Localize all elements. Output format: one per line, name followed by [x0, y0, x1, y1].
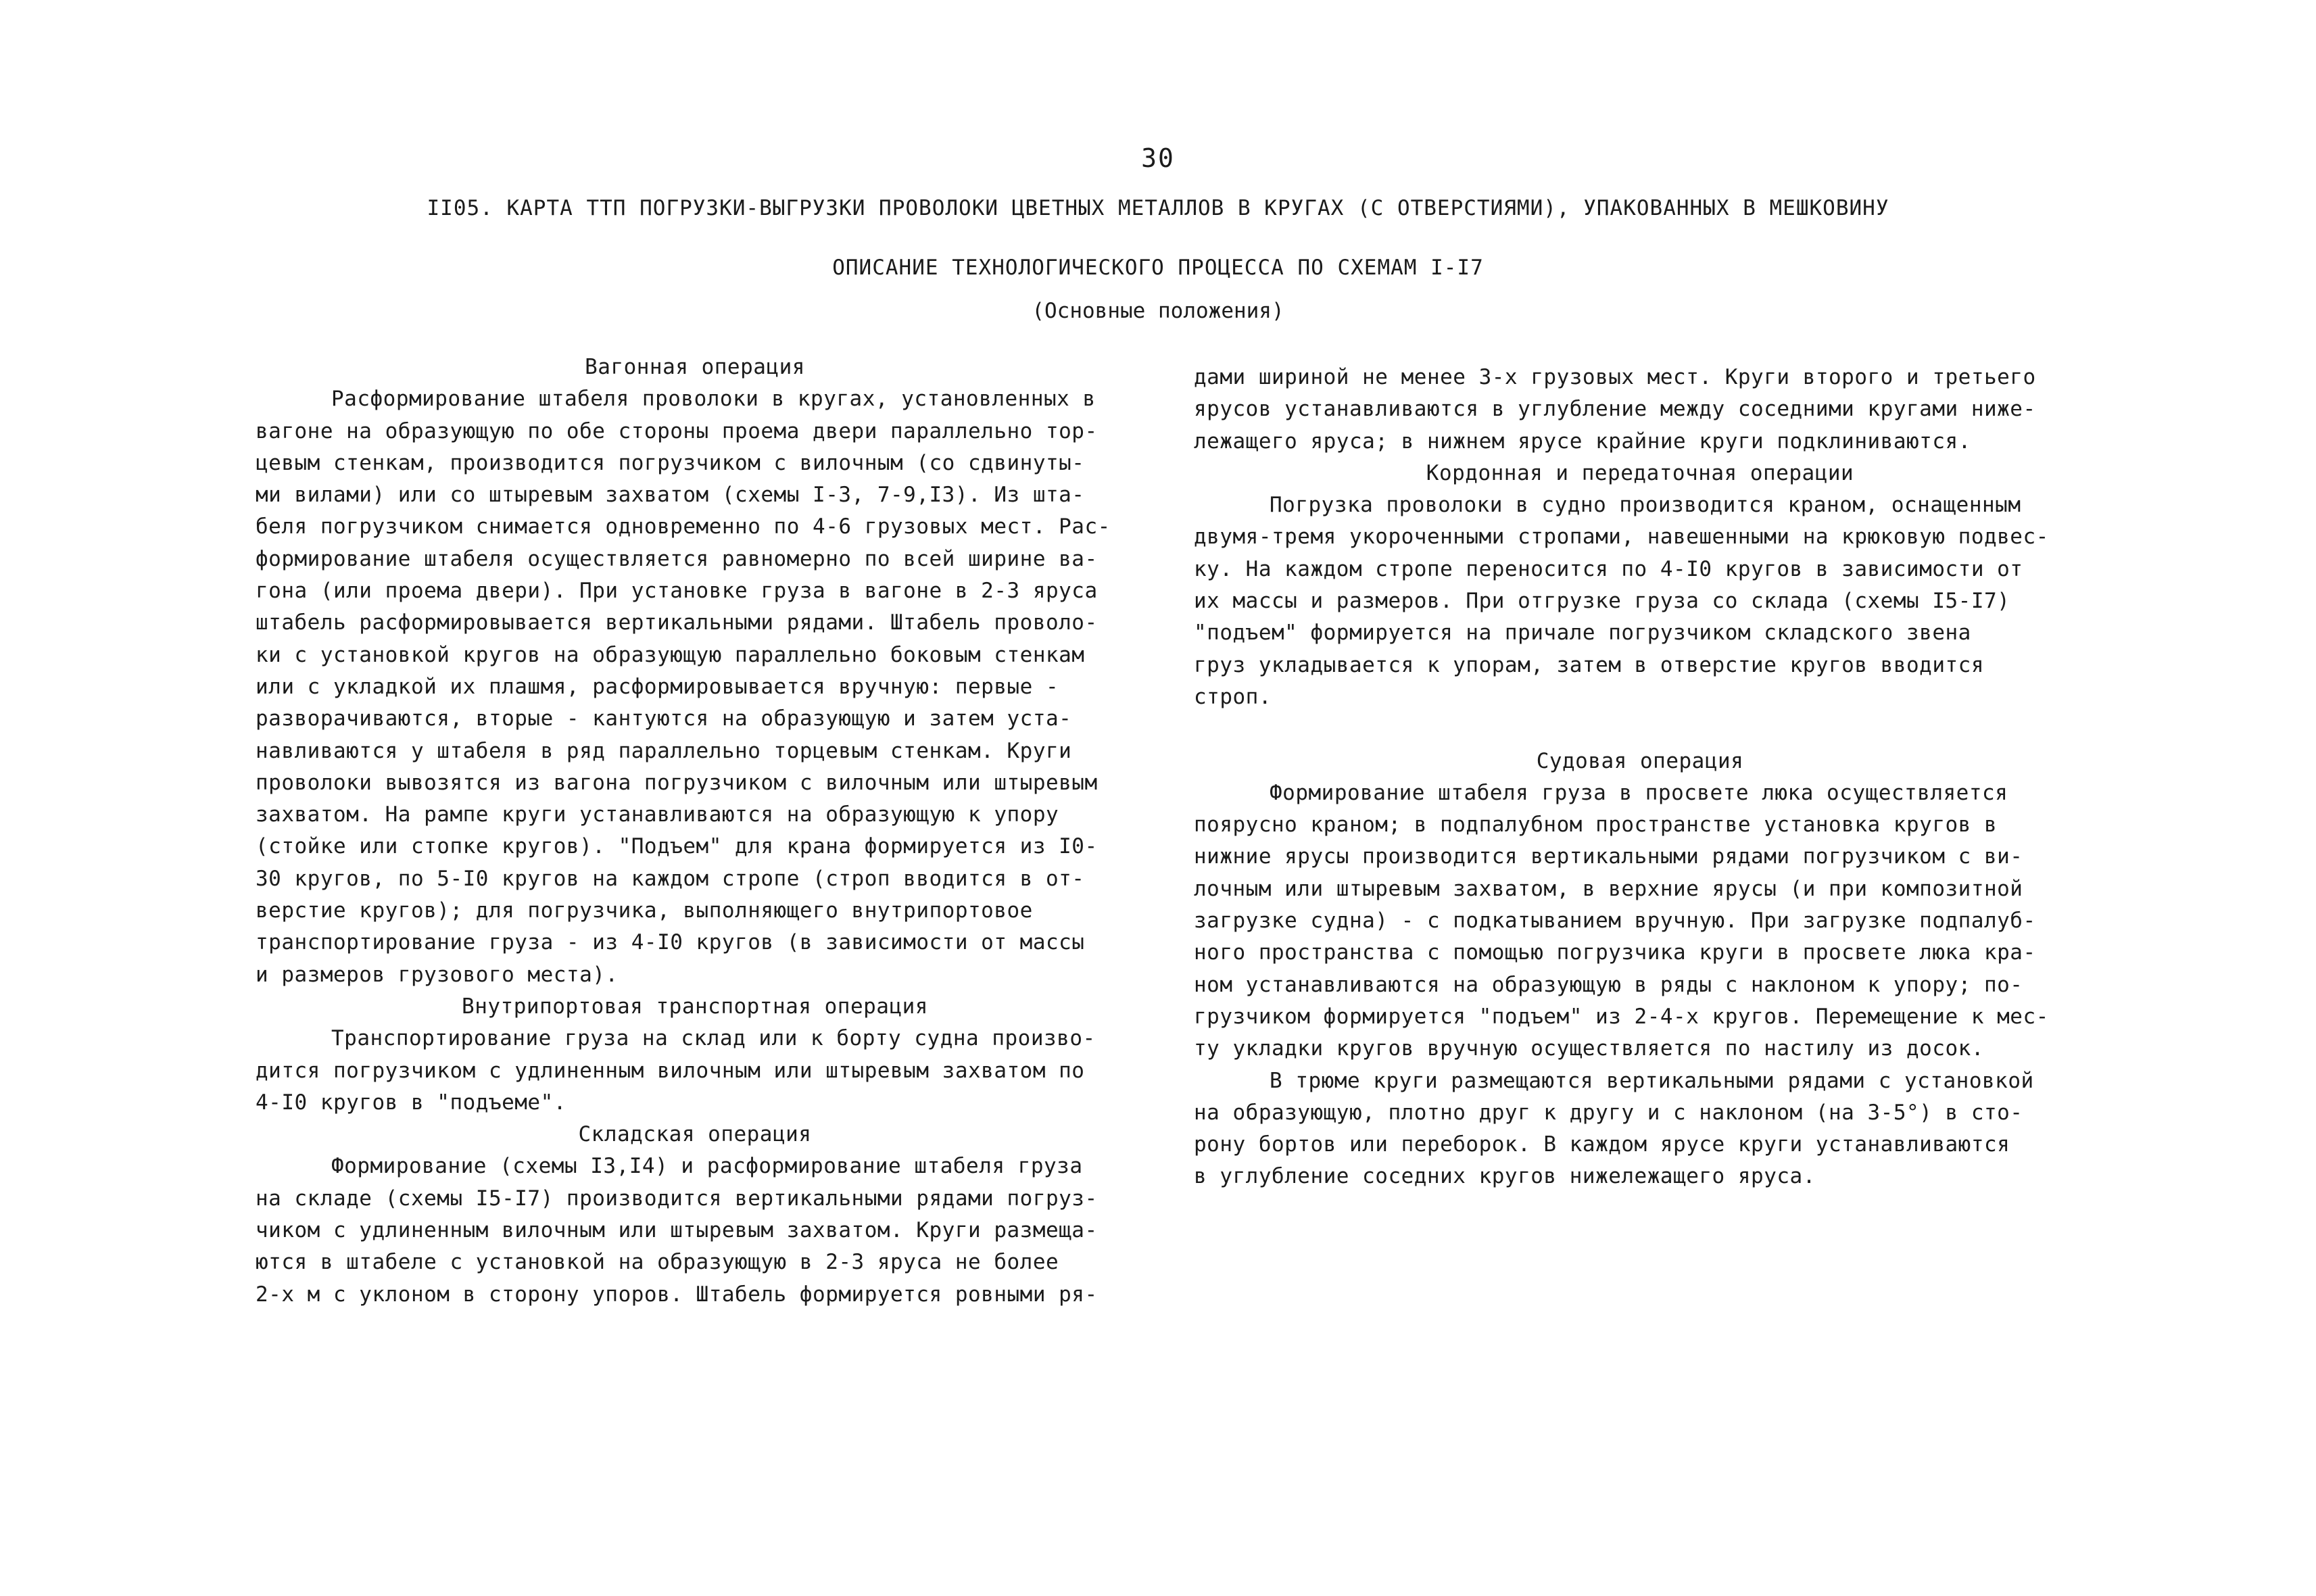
blank-line — [1194, 713, 2086, 745]
paragraph-line: формирование штабеля осуществляется равномерно по всей ширине ва- — [256, 546, 1098, 571]
paragraph-line: дами шириной не менее 3-х грузовых мест. Круги второго и третьего — [1194, 365, 2036, 389]
paragraph-line: загрузке судна) - с подкатыванием вручную. При загрузке подпалуб- — [1194, 909, 2036, 934]
paragraph-line: штабель расформировывается вертикальными рядами. Штабель проволо- — [256, 610, 1098, 635]
paragraph-line: строп. — [1194, 684, 1272, 709]
right-text-column — [1194, 362, 2086, 1193]
paragraph-line: лежащего яруса; в нижнем ярусе крайние круги подклиниваются. — [1194, 429, 1971, 454]
document-title: II05. КАРТА ТТП ПОГРУЗКИ-ВЫГРУЗКИ ПРОВОЛОКИ ЦВЕТНЫХ МЕТАЛЛОВ В КРУГАХ (С ОТВЕРСТИЯМИ), УПАКОВАННЫХ В МЕШКОВИНУ — [427, 196, 1889, 220]
paragraph-line: или с укладкой их плашмя, расформировывается вручную: первые - — [256, 674, 1059, 699]
paragraph-line: Формирование (схемы I3,I4) и расформирование штабеля груза — [331, 1154, 1083, 1179]
paragraph-line: груз укладывается к упорам, затем в отверстие кругов вводится — [1194, 652, 1984, 677]
paragraph-line: 4-I0 кругов в "подъеме". — [256, 1090, 566, 1115]
paragraph-line: захватом. На рампе круги устанавливаются на образующую к упору — [256, 802, 1059, 827]
paragraph-line: в углубление соседних кругов нижележащего яруса. — [1194, 1164, 1816, 1189]
page-number: 30 — [1141, 143, 1175, 173]
paragraph-line: ярусов устанавливаются в углубление между соседними кругами ниже- — [1194, 397, 2036, 422]
section-heading: Вагонная операция — [585, 355, 805, 379]
paragraph-line: двумя-тремя укороченными стропами, навешенными на крюковую подвес- — [1194, 525, 2049, 550]
paragraph-line: верстие кругов); для погрузчика, выполняющего внутрипортовое — [256, 898, 1033, 923]
paragraph-line: В трюме круги размещаются вертикальными рядами с установкой — [1270, 1068, 2034, 1093]
paragraph-line: ном устанавливаются на образующую в ряды с наклоном к упору; по- — [1194, 972, 2023, 997]
paragraph-line: и размеров грузового места). — [256, 962, 619, 987]
paragraph-line: на образующую, плотно друг к другу и с наклоном (на 3-5°) в сто- — [1194, 1100, 2023, 1125]
paragraph-line: ются в штабеле с установкой на образующую в 2-3 яруса не более — [256, 1250, 1059, 1275]
paragraph-line: Транспортирование груза на склад или к борту судна произво- — [331, 1026, 1096, 1051]
paragraph-line: ного пространства с помощью погрузчика круги в просвете люка кра- — [1194, 940, 2036, 965]
section-heading: Кордонная и передаточная операции — [1426, 460, 1854, 485]
subtitle-note: (Основные положения) — [1032, 299, 1284, 323]
paragraph-line: гона (или проема двери). При установке груза в вагоне в 2-3 яруса — [256, 579, 1098, 604]
left-text-column — [256, 352, 1134, 1311]
paragraph-line: ки с установкой кругов на образующую параллельно боковым стенкам — [256, 642, 1085, 667]
paragraph-line: вагоне на образующую по обе стороны проема двери параллельно тор- — [256, 418, 1098, 443]
section-heading: Судовая операция — [1536, 748, 1744, 773]
paragraph-line: разворачиваются, вторые - кантуются на образующую и затем уста- — [256, 706, 1072, 731]
paragraph-line: "подъем" формируется на причале погрузчиком складского звена — [1194, 621, 1971, 646]
paragraph-line: грузчиком формируется "подъем" из 2-4-х кругов. Перемещение к мес- — [1194, 1004, 2049, 1029]
paragraph-line: цевым стенкам, производится погрузчиком с вилочным (со сдвинуты- — [256, 450, 1085, 475]
paragraph-line: дится погрузчиком с удлиненным вилочным или штыревым захватом по — [256, 1058, 1085, 1083]
paragraph-line: 2-х м с уклоном в сторону упоров. Штабель формируется ровными ря- — [256, 1282, 1098, 1307]
section-heading: Складская операция — [578, 1122, 812, 1147]
paragraph-line: Расформирование штабеля проволоки в кругах, установленных в — [331, 387, 1096, 412]
paragraph-line: ку. На каждом стропе переносится по 4-I0 кругов в зависимости от — [1194, 556, 2023, 581]
paragraph-line: их массы и размеров. При отгрузке груза со склада (схемы I5-I7) — [1194, 589, 2010, 614]
paragraph-line: на складе (схемы I5-I7) производится вертикальными рядами погруз- — [256, 1186, 1098, 1211]
paragraph-line: Погрузка проволоки в судно производится краном, оснащенным — [1270, 493, 2021, 518]
paragraph-line: (стойке или стопке кругов). "Подъем" для крана формируется из I0- — [256, 834, 1098, 859]
section-heading: Внутрипортовая транспортная операция — [462, 994, 928, 1019]
paragraph-line: нижние ярусы производится вертикальными рядами погрузчиком с ви- — [1194, 844, 2023, 869]
paragraph-line: беля погрузчиком снимается одновременно по 4-6 грузовых мест. Рас- — [256, 514, 1111, 539]
paragraph-line: поярусно краном; в подпалубном пространстве установка кругов в — [1194, 813, 1998, 838]
section-subtitle: ОПИСАНИЕ ТЕХНОЛОГИЧЕСКОГО ПРОЦЕССА ПО СХЕМАМ I-I7 — [832, 256, 1484, 280]
paragraph-line: 30 кругов, по 5-I0 кругов на каждом стропе (строп вводится в от- — [256, 866, 1085, 891]
paragraph-line: навливаются у штабеля в ряд параллельно торцевым стенкам. Круги — [256, 738, 1072, 763]
paragraph-line: транспортирование груза - из 4-I0 кругов (в зависимости от массы — [256, 930, 1085, 955]
paragraph-line: чиком с удлиненным вилочным или штыревым захватом. Круги размеща- — [256, 1218, 1098, 1243]
paragraph-line: проволоки вывозятся из вагона погрузчиком с вилочным или штыревым — [256, 770, 1098, 795]
paragraph-line: рону бортов или переборок. В каждом ярусе круги устанавливаются — [1194, 1132, 2010, 1157]
paragraph-line: ту укладки кругов вручную осуществляется по настилу из досок. — [1194, 1036, 1984, 1061]
paragraph-line: Формирование штабеля груза в просвете люка осуществляется — [1270, 780, 2008, 805]
paragraph-line: ми вилами) или со штыревым захватом (схемы I-3, 7-9,I3). Из шта- — [256, 483, 1085, 508]
paragraph-line: лочным или штыревым захватом, в верхние ярусы (и при композитной — [1194, 876, 2023, 901]
